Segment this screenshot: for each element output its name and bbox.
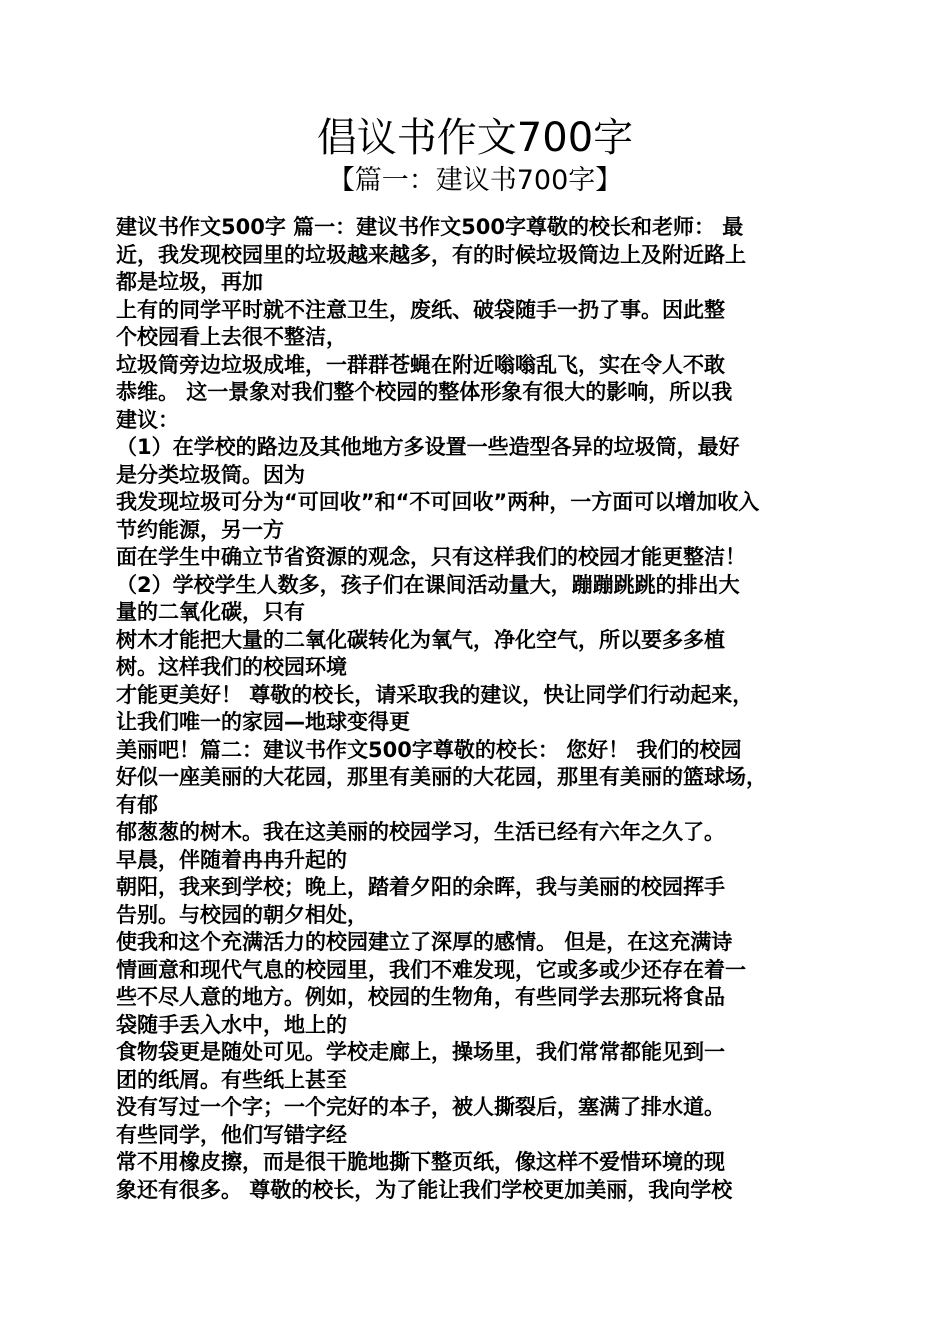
- body-line: 有些同学，他们写错字经: [116, 1122, 347, 1147]
- body-line: 情画意和现代气息的校园里，我们不难发现，它或多或少还存在着一: [116, 957, 746, 982]
- body-line: 食物袋更是随处可见。学校走廊上，操场里，我们常常都能见到一: [116, 1040, 725, 1064]
- document-body: [116, 214, 846, 1204]
- body-line: 团的纸屑。有些纸上甚至: [116, 1067, 347, 1092]
- body-line: 都是垃圾，再加: [116, 270, 263, 294]
- body-line: 象还有很多。 尊敬的校长，为了能让我们学校更加美丽，我向学校: [116, 1177, 733, 1202]
- body-line: 我发现垃圾可分为“可回收”和“不可回收”两种，一方面可以增加收入: [116, 490, 760, 514]
- body-line: 没有写过一个字；一个完好的本子，被人撕裂后，塞满了排水道。: [116, 1095, 725, 1119]
- body-line: 树。这样我们的校园环境: [116, 655, 347, 679]
- body-line: 早晨，伴随着冉冉升起的: [116, 847, 347, 872]
- body-line: （1）在学校的路边及其他地方多设置一些造型各异的垃圾筒，最好: [116, 435, 740, 459]
- body-line: 使我和这个充满活力的校园建立了深厚的感情。 但是，在这充满诗: [116, 930, 733, 954]
- body-line: 袋随手丢入水中，地上的: [116, 1012, 347, 1037]
- body-line: 节约能源，另一方: [116, 517, 284, 542]
- body-line: 有郁: [116, 792, 158, 817]
- body-line: （2）学校学生人数多，孩子们在课间活动量大，蹦蹦跳跳的排出大: [116, 572, 740, 597]
- body-line: 树木才能把大量的二氧化碳转化为氧气，净化空气，所以要多多植: [116, 627, 725, 652]
- body-line: 常不用橡皮擦，而是很干脆地撕下整页纸，像这样不爱惜环境的现: [116, 1150, 725, 1174]
- body-line: 恭维。 这一景象对我们整个校园的整体形象有很大的影响，所以我: [116, 380, 733, 404]
- body-line: 是分类垃圾筒。因为: [116, 462, 305, 487]
- body-line: 告别。与校园的朝夕相处，: [116, 902, 368, 927]
- body-line: 才能更美好！ 尊敬的校长，请采取我的建议，快让同学们行动起来，: [116, 682, 754, 707]
- body-line: 个校园看上去很不整洁，: [116, 325, 347, 349]
- body-line: 郁葱葱的树木。我在这美丽的校园学习，生活已经有六年之久了。: [116, 820, 725, 844]
- body-line: 建议书作文500字 篇一：建议书作文500字尊敬的校长和老师： 最: [116, 215, 744, 239]
- body-line: 些不尽人意的地方。例如，校园的生物角，有些同学去那玩将食品: [116, 985, 725, 1009]
- body-line: 量的二氧化碳，只有: [116, 600, 305, 624]
- body-line: 建议：: [116, 407, 179, 432]
- body-line: 美丽吧！篇二：建议书作文500字尊敬的校长： 您好！ 我们的校园: [116, 737, 742, 762]
- body-line: 面在学生中确立节省资源的观念，只有这样我们的校园才能更整洁！: [116, 545, 746, 569]
- body-line: 朝阳，我来到学校；晚上，踏着夕阳的余晖，我与美丽的校园挥手: [116, 875, 725, 899]
- body-line: 近，我发现校园里的垃圾越来越多，有的时候垃圾筒边上及附近路上: [116, 242, 746, 267]
- body-line: 上有的同学平时就不注意卫生，废纸、破袋随手一扔了事。因此整: [116, 297, 725, 322]
- body-line: 垃圾筒旁边垃圾成堆，一群群苍蝇在附近嗡嗡乱飞，实在令人不敢: [116, 352, 725, 377]
- document-subtitle: 【篇一：建议书700字】: [327, 165, 623, 196]
- document-title: 倡议书作文700字: [316, 115, 634, 161]
- body-line: 让我们唯一的家园—地球变得更: [116, 710, 410, 734]
- body-line: 好似一座美丽的大花园，那里有美丽的大花园，那里有美丽的篮球场，: [116, 765, 767, 789]
